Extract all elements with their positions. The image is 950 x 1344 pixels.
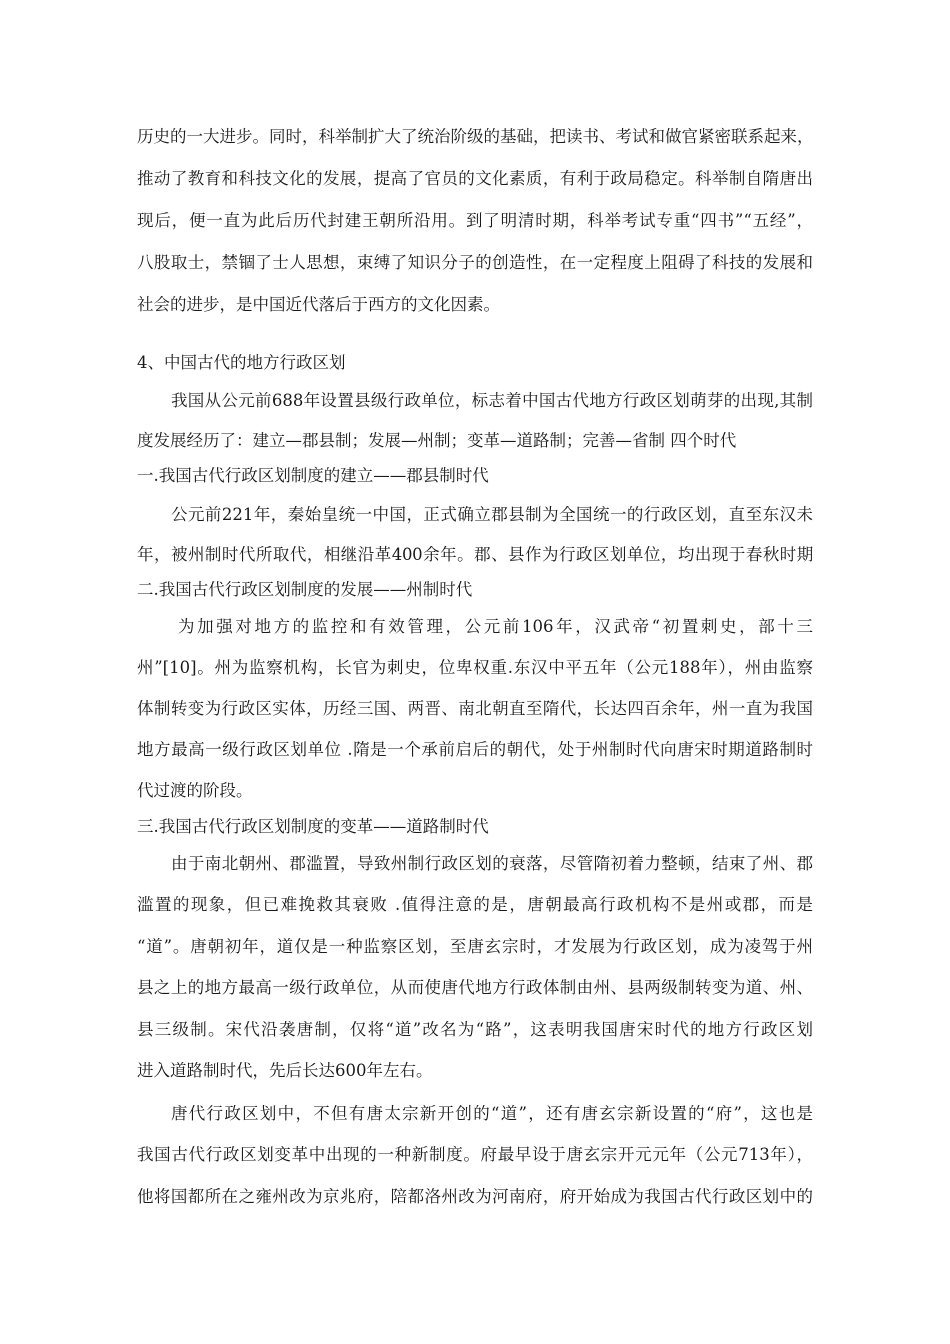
subsection-heading: 二.我国古代行政区划制度的发展——州制时代 [137, 580, 473, 599]
paragraph-line: 由于南北朝州、郡滥置，导致州制行政区划的衰落，尽管隋初着力整顿，结束了州、郡 [171, 854, 813, 873]
paragraph-line: “道”。唐朝初年，道仅是一种监察区划，至唐玄宗时，才发展为行政区划，成为凌驾于州 [137, 937, 813, 956]
paragraph-line: 八股取士，禁锢了士人思想，束缚了知识分子的创造性，在一定程度上阻碍了科技的发展和 [137, 253, 813, 272]
paragraph-line: 我国古代行政区划变革中出现的一种新制度。府最早设于唐玄宗开元元年（公元713年）， [137, 1145, 813, 1164]
paragraph-line: 历史的一大进步。同时，科举制扩大了统治阶级的基础，把读书、考试和做官紧密联系起来， [137, 127, 814, 146]
paragraph-line: 进入道路制时代，先后长达600年左右。 [137, 1061, 433, 1080]
paragraph-line: 现后，便一直为此后历代封建王朝所沿用。到了明清时期，科举考试专重“四书”“五经”， [137, 211, 813, 230]
paragraph-line: 我国从公元前688年设置县级行政单位，标志着中国古代地方行政区划萌芽的出现,其制 [171, 391, 813, 410]
paragraph-line: 体制转变为行政区实体，历经三国、两晋、南北朝直至隋代，长达四百余年，州一直为我国 [137, 699, 813, 718]
paragraph-line: 度发展经历了：建立—郡县制；发展—州制；变革—道路制；完善—省制 四个时代 [137, 431, 737, 450]
paragraph-line: 年，被州制时代所取代，相继沿革400余年。郡、县作为行政区划单位，均出现于春秋时期 [137, 545, 813, 564]
paragraph-line: 县之上的地方最高一级行政单位，从而使唐代地方行政体制由州、县两级制转变为道、州、 [137, 978, 813, 997]
paragraph-line: 推动了教育和科技文化的发展，提高了官员的文化素质，有利于政局稳定。科举制自隋唐出 [137, 169, 813, 188]
subsection-heading: 三.我国古代行政区划制度的变革——道路制时代 [137, 817, 489, 836]
paragraph-line: 唐代行政区划中，不但有唐太宗新开创的“道”，还有唐玄宗新设置的“府”，这也是 [171, 1104, 813, 1123]
section-heading: 4、中国古代的地方行政区划 [137, 353, 346, 372]
paragraph-line: 地方最高一级行政区划单位 .隋是一个承前启后的朝代，处于州制时代向唐宋时期道路制时 [137, 740, 813, 759]
subsection-heading: 一.我国古代行政区划制度的建立——郡县制时代 [137, 466, 489, 485]
paragraph-line: 代过渡的阶段。 [137, 781, 253, 800]
paragraph-line: 社会的进步，是中国近代落后于西方的文化因素。 [137, 295, 500, 314]
paragraph-line: 县三级制。宋代沿袭唐制，仅将“道”改名为“路”，这表明我国唐宋时代的地方行政区划 [137, 1020, 813, 1039]
paragraph-line: 公元前221年，秦始皇统一中国，正式确立郡县制为全国统一的行政区划，直至东汉未 [171, 505, 813, 524]
paragraph-line: 州”[10]。州为监察机构，长官为刺史，位卑权重.东汉中平五年（公元188年），州由监察 [137, 658, 813, 677]
paragraph-line: 滥置的现象，但已难挽救其衰败 .值得注意的是，唐朝最高行政机构不是州或郡，而是 [137, 895, 813, 914]
paragraph-line: 他将国都所在之雍州改为京兆府，陪都洛州改为河南府，府开始成为我国古代行政区划中的 [137, 1187, 813, 1206]
paragraph-line: 为加强对地方的监控和有效管理，公元前106年，汉武帝“初置刺史，部十三 [178, 617, 813, 636]
